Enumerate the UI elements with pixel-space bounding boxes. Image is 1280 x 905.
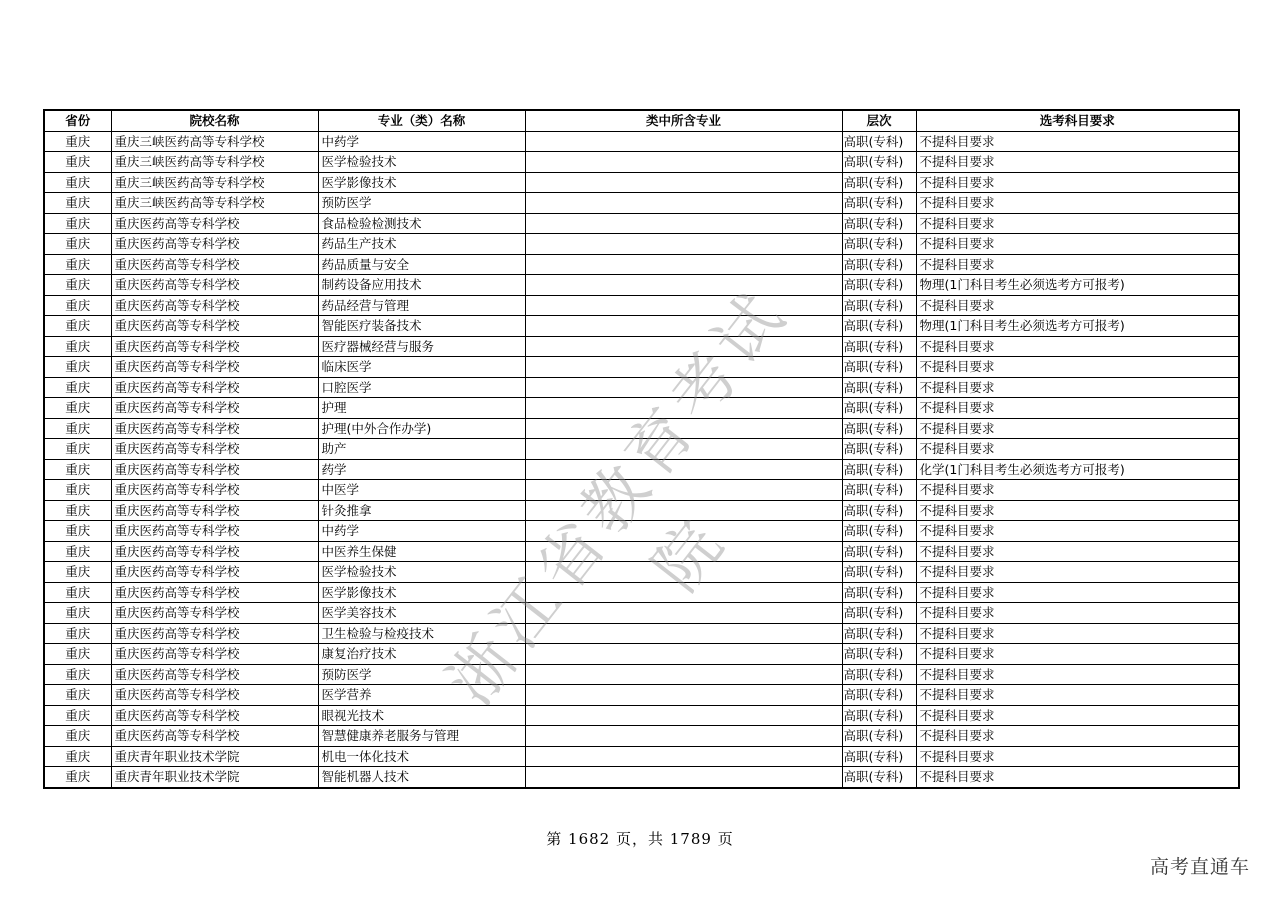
cell-province: 重庆	[44, 562, 111, 583]
cell-school: 重庆医药高等专科学校	[111, 685, 318, 706]
header-subject-requirement: 选考科目要求	[916, 110, 1239, 131]
cell-included-majors	[525, 459, 842, 480]
table-row	[44, 726, 1239, 747]
cell-included-majors	[525, 357, 842, 378]
cell-subject-requirement: 不提科目要求	[916, 131, 1239, 152]
cell-school: 重庆医药高等专科学校	[111, 336, 318, 357]
header-province: 省份	[44, 110, 111, 131]
cell-included-majors	[525, 254, 842, 275]
table-row	[44, 685, 1239, 706]
cell-included-majors	[525, 336, 842, 357]
cell-subject-requirement: 不提科目要求	[916, 193, 1239, 214]
cell-subject-requirement: 不提科目要求	[916, 603, 1239, 624]
cell-level: 高职(专科)	[842, 767, 916, 788]
cell-level: 高职(专科)	[842, 131, 916, 152]
cell-subject-requirement: 不提科目要求	[916, 377, 1239, 398]
cell-school: 重庆医药高等专科学校	[111, 459, 318, 480]
cell-school: 重庆三峡医药高等专科学校	[111, 193, 318, 214]
table-row	[44, 377, 1239, 398]
cell-subject-requirement: 化学(1门科目考生必须选考方可报考)	[916, 459, 1239, 480]
table-row	[44, 254, 1239, 275]
cell-province: 重庆	[44, 480, 111, 501]
cell-level: 高职(专科)	[842, 685, 916, 706]
cell-subject-requirement: 不提科目要求	[916, 336, 1239, 357]
cell-subject-requirement: 不提科目要求	[916, 480, 1239, 501]
cell-school: 重庆医药高等专科学校	[111, 521, 318, 542]
cell-school: 重庆医药高等专科学校	[111, 439, 318, 460]
cell-level: 高职(专科)	[842, 152, 916, 173]
cell-province: 重庆	[44, 275, 111, 296]
table-row	[44, 275, 1239, 296]
cell-included-majors	[525, 623, 842, 644]
cell-level: 高职(专科)	[842, 295, 916, 316]
cell-major: 口腔医学	[318, 377, 525, 398]
cell-school: 重庆医药高等专科学校	[111, 541, 318, 562]
cell-school: 重庆医药高等专科学校	[111, 316, 318, 337]
cell-included-majors	[525, 193, 842, 214]
table-row	[44, 562, 1239, 583]
cell-major: 医学影像技术	[318, 582, 525, 603]
cell-major: 眼视光技术	[318, 705, 525, 726]
cell-major: 药学	[318, 459, 525, 480]
cell-subject-requirement: 不提科目要求	[916, 644, 1239, 665]
cell-school: 重庆医药高等专科学校	[111, 603, 318, 624]
cell-included-majors	[525, 316, 842, 337]
cell-included-majors	[525, 275, 842, 296]
cell-subject-requirement: 不提科目要求	[916, 213, 1239, 234]
cell-province: 重庆	[44, 193, 111, 214]
cell-included-majors	[525, 131, 842, 152]
cell-province: 重庆	[44, 398, 111, 419]
cell-subject-requirement: 不提科目要求	[916, 172, 1239, 193]
cell-province: 重庆	[44, 254, 111, 275]
cell-subject-requirement: 不提科目要求	[916, 418, 1239, 439]
cell-level: 高职(专科)	[842, 336, 916, 357]
header-school: 院校名称	[111, 110, 318, 131]
cell-subject-requirement: 不提科目要求	[916, 541, 1239, 562]
table-row	[44, 664, 1239, 685]
cell-province: 重庆	[44, 603, 111, 624]
cell-level: 高职(专科)	[842, 664, 916, 685]
cell-major: 智能机器人技术	[318, 767, 525, 788]
cell-major: 医疗器械经营与服务	[318, 336, 525, 357]
table-row	[44, 357, 1239, 378]
cell-level: 高职(专科)	[842, 357, 916, 378]
cell-major: 中医养生保健	[318, 541, 525, 562]
cell-level: 高职(专科)	[842, 459, 916, 480]
cell-included-majors	[525, 152, 842, 173]
cell-school: 重庆医药高等专科学校	[111, 644, 318, 665]
cell-level: 高职(专科)	[842, 377, 916, 398]
cell-school: 重庆医药高等专科学校	[111, 480, 318, 501]
cell-province: 重庆	[44, 418, 111, 439]
table-row	[44, 295, 1239, 316]
cell-subject-requirement: 不提科目要求	[916, 664, 1239, 685]
cell-level: 高职(专科)	[842, 746, 916, 767]
cell-level: 高职(专科)	[842, 275, 916, 296]
cell-major: 护理	[318, 398, 525, 419]
cell-included-majors	[525, 234, 842, 255]
cell-subject-requirement: 不提科目要求	[916, 152, 1239, 173]
cell-province: 重庆	[44, 459, 111, 480]
cell-province: 重庆	[44, 644, 111, 665]
cell-subject-requirement: 不提科目要求	[916, 623, 1239, 644]
cell-province: 重庆	[44, 623, 111, 644]
table-row	[44, 746, 1239, 767]
cell-school: 重庆医药高等专科学校	[111, 295, 318, 316]
cell-subject-requirement: 不提科目要求	[916, 726, 1239, 747]
cell-major: 中药学	[318, 521, 525, 542]
cell-included-majors	[525, 582, 842, 603]
cell-included-majors	[525, 398, 842, 419]
cell-included-majors	[525, 685, 842, 706]
cell-province: 重庆	[44, 767, 111, 788]
cell-major: 护理(中外合作办学)	[318, 418, 525, 439]
cell-school: 重庆医药高等专科学校	[111, 254, 318, 275]
cell-school: 重庆医药高等专科学校	[111, 398, 318, 419]
cell-included-majors	[525, 480, 842, 501]
cell-level: 高职(专科)	[842, 254, 916, 275]
cell-province: 重庆	[44, 234, 111, 255]
cell-province: 重庆	[44, 541, 111, 562]
cell-major: 食品检验检测技术	[318, 213, 525, 234]
cell-province: 重庆	[44, 295, 111, 316]
cell-subject-requirement: 物理(1门科目考生必须选考方可报考)	[916, 316, 1239, 337]
cell-level: 高职(专科)	[842, 398, 916, 419]
cell-included-majors	[525, 439, 842, 460]
cell-level: 高职(专科)	[842, 500, 916, 521]
table-row	[44, 234, 1239, 255]
cell-level: 高职(专科)	[842, 623, 916, 644]
cell-level: 高职(专科)	[842, 172, 916, 193]
cell-major: 医学美容技术	[318, 603, 525, 624]
cell-province: 重庆	[44, 213, 111, 234]
cell-included-majors	[525, 418, 842, 439]
cell-major: 针灸推拿	[318, 500, 525, 521]
cell-level: 高职(专科)	[842, 316, 916, 337]
cell-major: 智慧健康养老服务与管理	[318, 726, 525, 747]
cell-province: 重庆	[44, 357, 111, 378]
cell-major: 卫生检验与检疫技术	[318, 623, 525, 644]
cell-province: 重庆	[44, 131, 111, 152]
table-row	[44, 480, 1239, 501]
table-row	[44, 213, 1239, 234]
cell-included-majors	[525, 664, 842, 685]
admission-requirements-table	[43, 109, 1240, 789]
cell-major: 预防医学	[318, 193, 525, 214]
cell-major: 药品生产技术	[318, 234, 525, 255]
table-row	[44, 767, 1239, 788]
cell-subject-requirement: 不提科目要求	[916, 295, 1239, 316]
cell-level: 高职(专科)	[842, 726, 916, 747]
cell-major: 医学检验技术	[318, 152, 525, 173]
cell-major: 医学影像技术	[318, 172, 525, 193]
cell-province: 重庆	[44, 685, 111, 706]
cell-level: 高职(专科)	[842, 603, 916, 624]
cell-level: 高职(专科)	[842, 562, 916, 583]
cell-subject-requirement: 不提科目要求	[916, 500, 1239, 521]
cell-level: 高职(专科)	[842, 418, 916, 439]
cell-school: 重庆医药高等专科学校	[111, 582, 318, 603]
cell-school: 重庆医药高等专科学校	[111, 377, 318, 398]
cell-subject-requirement: 不提科目要求	[916, 562, 1239, 583]
watermark: 浙江省教育考试院	[434, 276, 803, 719]
cell-included-majors	[525, 644, 842, 665]
cell-level: 高职(专科)	[842, 234, 916, 255]
table-row	[44, 500, 1239, 521]
cell-level: 高职(专科)	[842, 582, 916, 603]
header-major: 专业（类）名称	[318, 110, 525, 131]
table-body	[44, 131, 1239, 788]
cell-school: 重庆医药高等专科学校	[111, 705, 318, 726]
cell-subject-requirement: 物理(1门科目考生必须选考方可报考)	[916, 275, 1239, 296]
cell-subject-requirement: 不提科目要求	[916, 685, 1239, 706]
cell-major: 药品经营与管理	[318, 295, 525, 316]
table-row	[44, 193, 1239, 214]
cell-major: 中药学	[318, 131, 525, 152]
header-level: 层次	[842, 110, 916, 131]
cell-major: 预防医学	[318, 664, 525, 685]
cell-included-majors	[525, 746, 842, 767]
cell-major: 智能医疗装备技术	[318, 316, 525, 337]
cell-school: 重庆青年职业技术学院	[111, 767, 318, 788]
table-row	[44, 521, 1239, 542]
cell-province: 重庆	[44, 582, 111, 603]
cell-major: 药品质量与安全	[318, 254, 525, 275]
table-row	[44, 582, 1239, 603]
page-number-footer: 第 1682 页，共 1789 页	[546, 830, 734, 848]
cell-province: 重庆	[44, 152, 111, 173]
cell-level: 高职(专科)	[842, 439, 916, 460]
cell-subject-requirement: 不提科目要求	[916, 705, 1239, 726]
table-row	[44, 644, 1239, 665]
cell-subject-requirement: 不提科目要求	[916, 767, 1239, 788]
cell-school: 重庆医药高等专科学校	[111, 664, 318, 685]
table-row	[44, 398, 1239, 419]
cell-level: 高职(专科)	[842, 705, 916, 726]
cell-included-majors	[525, 500, 842, 521]
cell-level: 高职(专科)	[842, 193, 916, 214]
admission-table-container	[43, 109, 1238, 789]
cell-school: 重庆三峡医药高等专科学校	[111, 131, 318, 152]
cell-subject-requirement: 不提科目要求	[916, 746, 1239, 767]
table-row	[44, 705, 1239, 726]
cell-school: 重庆三峡医药高等专科学校	[111, 152, 318, 173]
cell-major: 机电一体化技术	[318, 746, 525, 767]
cell-school: 重庆医药高等专科学校	[111, 213, 318, 234]
cell-subject-requirement: 不提科目要求	[916, 521, 1239, 542]
cell-major: 制药设备应用技术	[318, 275, 525, 296]
cell-included-majors	[525, 603, 842, 624]
cell-included-majors	[525, 726, 842, 747]
brand-logo-text: 高考直通车	[1149, 856, 1250, 878]
table-row	[44, 459, 1239, 480]
table-row	[44, 152, 1239, 173]
cell-school: 重庆三峡医药高等专科学校	[111, 172, 318, 193]
table-row	[44, 439, 1239, 460]
cell-subject-requirement: 不提科目要求	[916, 254, 1239, 275]
cell-school: 重庆医药高等专科学校	[111, 562, 318, 583]
cell-school: 重庆医药高等专科学校	[111, 357, 318, 378]
cell-school: 重庆青年职业技术学院	[111, 746, 318, 767]
cell-subject-requirement: 不提科目要求	[916, 234, 1239, 255]
cell-level: 高职(专科)	[842, 644, 916, 665]
cell-province: 重庆	[44, 746, 111, 767]
cell-level: 高职(专科)	[842, 541, 916, 562]
cell-major: 医学检验技术	[318, 562, 525, 583]
table-row	[44, 541, 1239, 562]
table-row	[44, 623, 1239, 644]
cell-school: 重庆医药高等专科学校	[111, 275, 318, 296]
cell-province: 重庆	[44, 664, 111, 685]
cell-included-majors	[525, 541, 842, 562]
cell-included-majors	[525, 172, 842, 193]
cell-school: 重庆医药高等专科学校	[111, 234, 318, 255]
cell-major: 中医学	[318, 480, 525, 501]
cell-province: 重庆	[44, 726, 111, 747]
table-row	[44, 131, 1239, 152]
cell-province: 重庆	[44, 336, 111, 357]
cell-included-majors	[525, 213, 842, 234]
cell-subject-requirement: 不提科目要求	[916, 357, 1239, 378]
cell-included-majors	[525, 767, 842, 788]
cell-school: 重庆医药高等专科学校	[111, 500, 318, 521]
header-included-majors: 类中所含专业	[525, 110, 842, 131]
cell-included-majors	[525, 521, 842, 542]
cell-major: 医学营养	[318, 685, 525, 706]
cell-major: 助产	[318, 439, 525, 460]
cell-level: 高职(专科)	[842, 480, 916, 501]
cell-level: 高职(专科)	[842, 213, 916, 234]
cell-subject-requirement: 不提科目要求	[916, 439, 1239, 460]
cell-school: 重庆医药高等专科学校	[111, 726, 318, 747]
cell-major: 康复治疗技术	[318, 644, 525, 665]
cell-province: 重庆	[44, 172, 111, 193]
cell-province: 重庆	[44, 500, 111, 521]
cell-subject-requirement: 不提科目要求	[916, 582, 1239, 603]
cell-province: 重庆	[44, 521, 111, 542]
cell-included-majors	[525, 705, 842, 726]
table-row	[44, 336, 1239, 357]
table-row	[44, 172, 1239, 193]
table-row	[44, 603, 1239, 624]
cell-included-majors	[525, 562, 842, 583]
table-row	[44, 418, 1239, 439]
cell-school: 重庆医药高等专科学校	[111, 623, 318, 644]
cell-included-majors	[525, 295, 842, 316]
cell-major: 临床医学	[318, 357, 525, 378]
cell-province: 重庆	[44, 439, 111, 460]
cell-level: 高职(专科)	[842, 521, 916, 542]
table-header-row	[44, 110, 1239, 131]
cell-school: 重庆医药高等专科学校	[111, 418, 318, 439]
table-row	[44, 316, 1239, 337]
cell-province: 重庆	[44, 377, 111, 398]
cell-province: 重庆	[44, 705, 111, 726]
cell-included-majors	[525, 377, 842, 398]
cell-subject-requirement: 不提科目要求	[916, 398, 1239, 419]
cell-province: 重庆	[44, 316, 111, 337]
